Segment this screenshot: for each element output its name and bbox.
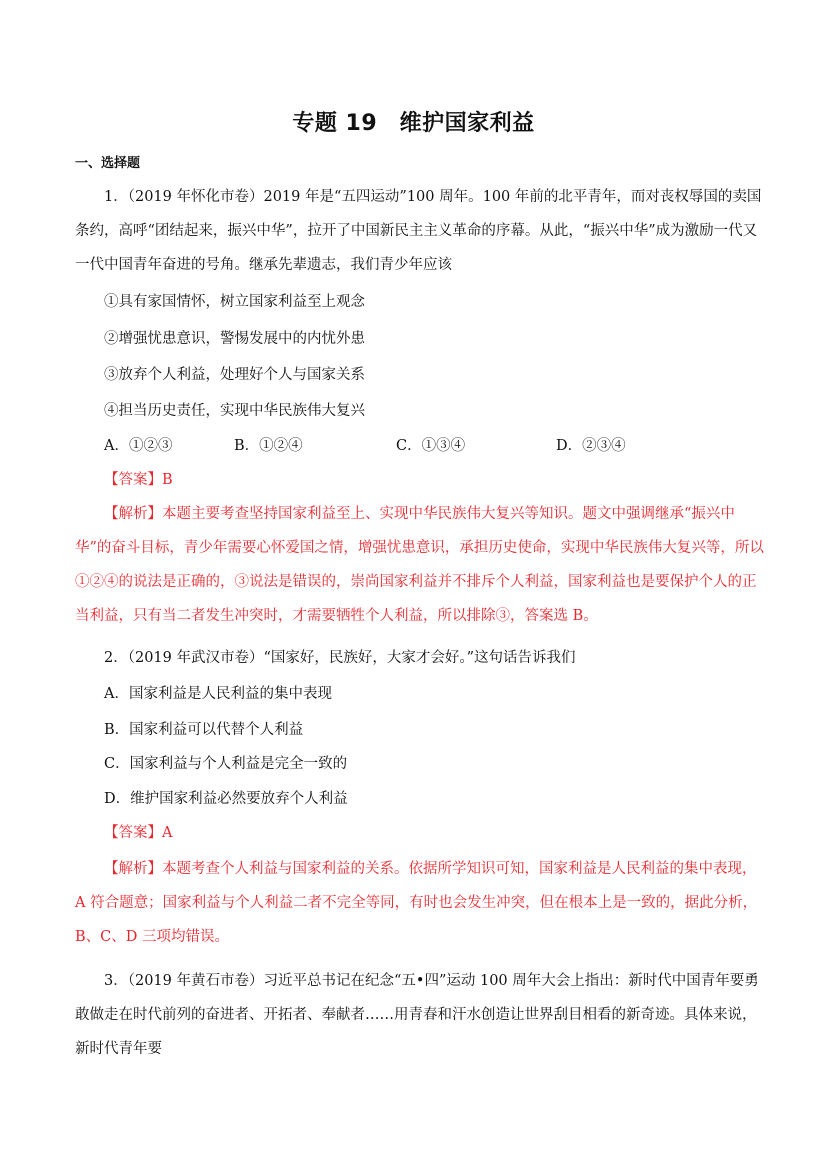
question-2-analysis: 【解析】本题考查个人利益与国家利益的关系。依据所学知识可知，国家利益是人民利益的集中表现，A 符合题意；国家利益与个人利益二者不完全等同，有时也会发生冲突，但在根本上是一致的，据此分析，B、C、D 三项均错误。 [75,861,758,945]
question-1-answer: 【答案】B [104,472,173,488]
question-2-option-b: B．国家利益可以代替个人利益 [104,722,304,738]
question-2-answer: 【答案】A [104,825,173,841]
question-1-option-d: D．②③④ [556,438,626,454]
question-2-option-c: C．国家利益与个人利益是完全一致的 [104,756,348,772]
question-1-item-2: ②增强忧患意识，警惕发展中的内忧外患 [104,331,365,347]
question-2-stem: 2．（2019 年武汉市卷）“国家好，民族好，大家才会好。”这句话告诉我们 [104,650,576,666]
question-1-option-a: A．①②③ [104,438,173,454]
question-1-analysis: 【解析】本题主要考查坚持国家利益至上、实现中华民族伟大复兴等知识。题文中强调继承“振兴中华”的奋斗目标，青少年需要心怀爱国之情，增强忧患意识，承担历史使命，实现中华民族伟大复兴等，所以①②④的说法是正确的，③说法是错误的，崇尚国家利益并不排斥个人利益，国家利益也是要保护个人的正当利益，只有当二者发生冲突时，才需要牺牲个人利益，所以排除③，答案选 B。 [75,506,764,624]
question-1-stem: 1．（2019 年怀化市卷）2019 年是“五四运动”100 周年。100 年前的北平青年，而对丧权辱国的卖国条约，高呼“团结起来，振兴中华”，拉开了中国新民主主义革命的序幕。从此，“振兴中华”成为激励一代又一代中国青年奋进的号角。继承先辈遗志，我们青少年应该 [75,189,762,273]
question-1-item-3: ③放弃个人利益，处理好个人与国家关系 [104,367,365,383]
section-heading: 一、选择题 [75,156,141,171]
question-1-option-c: C．①③④ [396,438,466,454]
question-1-item-1: ①具有家国情怀，树立国家利益至上观念 [104,294,365,310]
page-title: 专题 19 维护国家利益 [292,111,535,136]
question-2-option-d: D．维护国家利益必然要放弃个人利益 [104,791,348,807]
question-2-option-a: A．国家利益是人民利益的集中表现 [104,686,332,702]
question-1-item-4: ④担当历史责任，实现中华民族伟大复兴 [104,403,365,419]
question-3-stem: 3．（2019 年黄石市卷）习近平总书记在纪念“五•四”运动 100 周年大会上指出：新时代中国青年要勇敢做走在时代前列的奋进者、开拓者、奉献者……用青春和汗水创造让世界刮目相看的新奇迹。具体来说，新时代青年要 [75,973,759,1057]
question-1-option-b: B．①②④ [234,438,303,454]
